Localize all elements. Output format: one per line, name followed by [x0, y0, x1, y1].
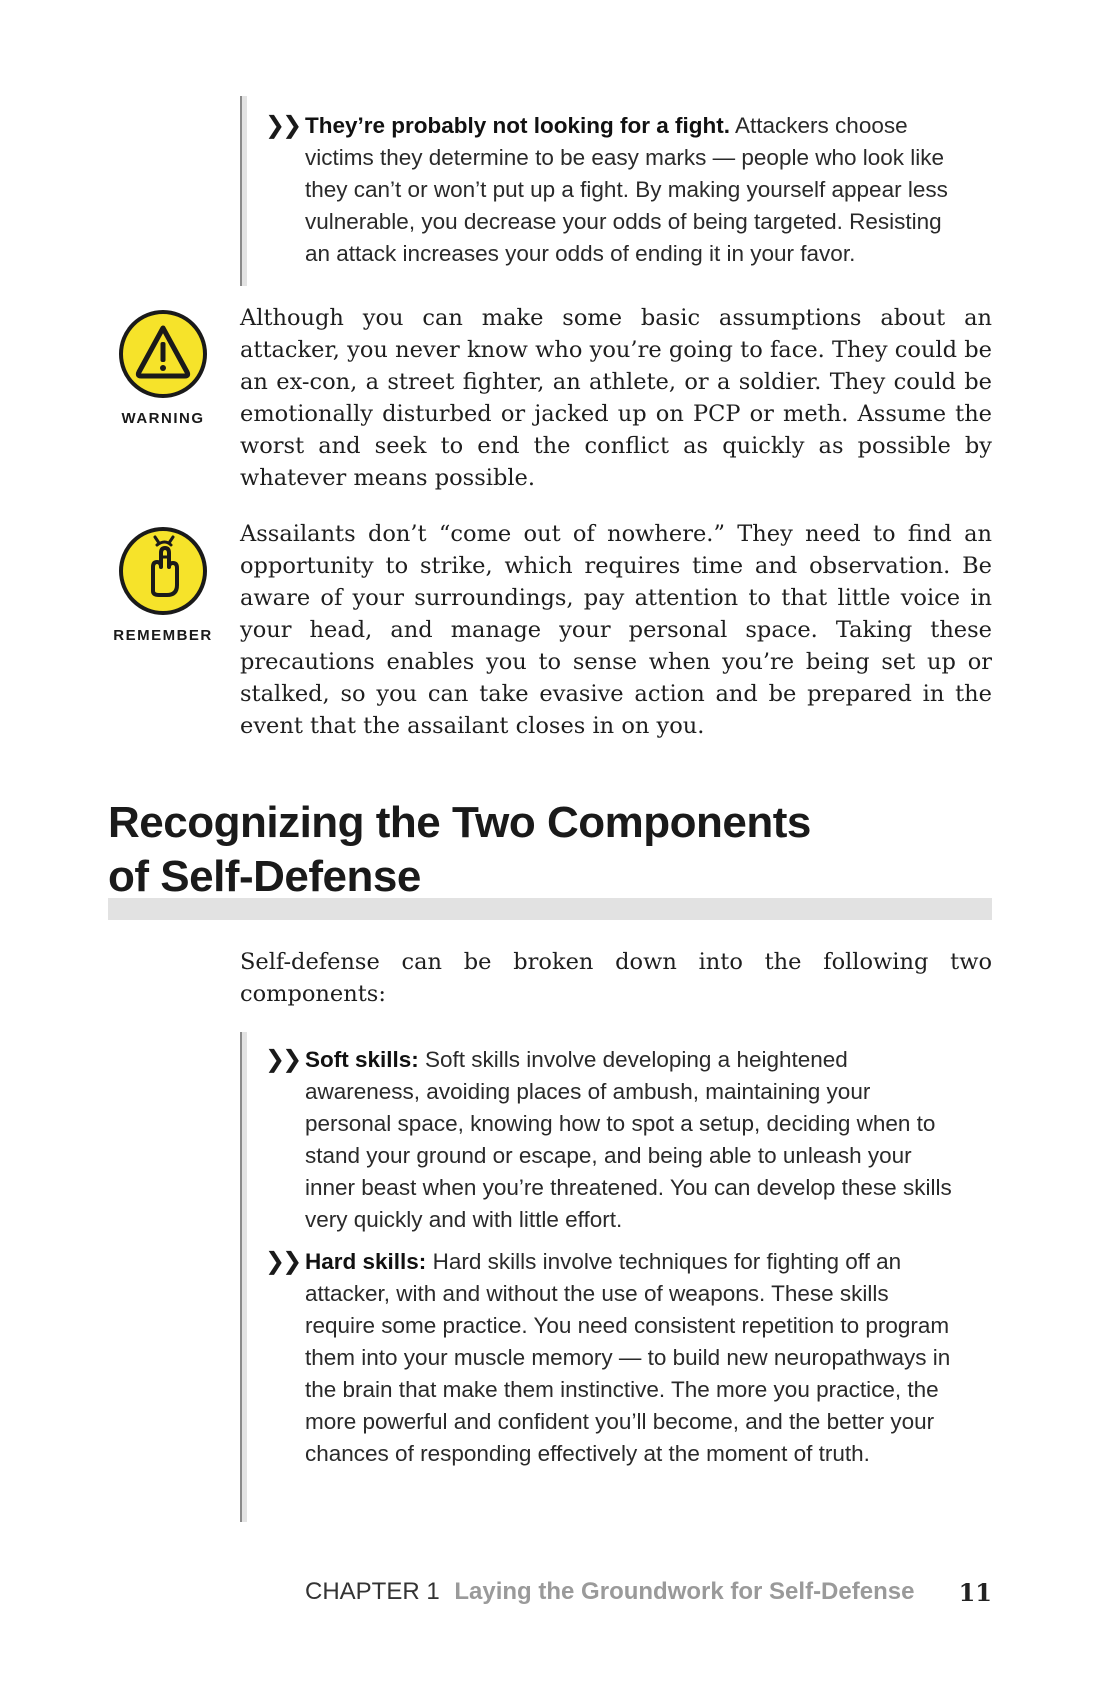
warning-label: WARNING — [121, 410, 205, 427]
remember-label: REMEMBER — [113, 627, 213, 644]
list-item — [247, 1044, 970, 1236]
page-footer — [305, 1578, 992, 1606]
components-bullet-list — [240, 1032, 970, 1522]
double-chevron-icon: ❯❯ — [265, 1248, 300, 1275]
warning-triangle-icon — [119, 310, 207, 398]
bullet-lead: They’re probably not looking for a fight. — [305, 113, 731, 138]
page-number: 11 — [958, 1578, 992, 1607]
heading-line-1: Recognizing the Two Components — [108, 798, 811, 847]
bullet-text: Soft skills involve developing a heightened awareness, avoiding places of ambush, maintaining your personal space, knowing how to spot a setup, deciding when to stand your ground or escape, and being able to unleash your inner beast when you’re threatened. You can develop these skills very quickly and with little effort. — [305, 1047, 952, 1232]
bullet-text: Attackers choose victims they determine to be easy marks — people who look like they can’t or won’t put up a fight. By making yourself appear less vulnerable, you decrease your odds of being targeted. Resisting an attack increases your odds of ending it in your favor. — [305, 113, 948, 266]
remember-paragraph: Assailants don’t “come out of nowhere.” They need to find an opportunity to strike, which requires time and observation. Be aware of your surroundings, pay attention to that little voice in your head, and manage your personal space. Taking these precautions enables you to sense when you’re being set up or stalked, so you can take evasive action and be prepared in the event that the assailant closes in on you. — [240, 521, 992, 739]
section-heading — [108, 796, 988, 904]
double-chevron-icon: ❯❯ — [265, 112, 300, 139]
warning-paragraph: Although you can make some basic assumptions about an attacker, you never know who you’re going to face. They could be an ex-con, a street fighter, an athlete, or a soldier. They could be emotionally disturbed or jacked up on PCP or meth. Assume the worst and seek to end the conflict as quickly as possible by whatever means possible. — [240, 305, 992, 491]
remember-callout-icon — [104, 527, 222, 644]
list-item — [247, 110, 970, 270]
bullet-text: Hard skills involve techniques for fighting off an attacker, with and without the use of weapons. These skills require some practice. You need consistent repetition to program them into your muscle memory — to build new neuropathways in the brain that make them instinctive. The more you practice, the more powerful and confident you’ll become, and the better your chances of responding effectively at the moment of truth. — [305, 1249, 951, 1466]
list-item — [247, 1246, 970, 1470]
chapter-title: Laying the Groundwork for Self-Defense — [454, 1578, 915, 1605]
bullet-lead: Hard skills: — [305, 1249, 427, 1274]
heading-line-2: of Self-Defense — [108, 852, 421, 901]
chapter-number: CHAPTER 1 — [305, 1578, 440, 1605]
section-intro: Self-defense can be broken down into the following two components: — [240, 949, 992, 1007]
double-chevron-icon: ❯❯ — [265, 1046, 300, 1073]
top-bullet-list — [240, 96, 970, 286]
finger-string-icon — [119, 527, 207, 615]
warning-callout-icon — [104, 310, 222, 427]
bullet-lead: Soft skills: — [305, 1047, 419, 1072]
